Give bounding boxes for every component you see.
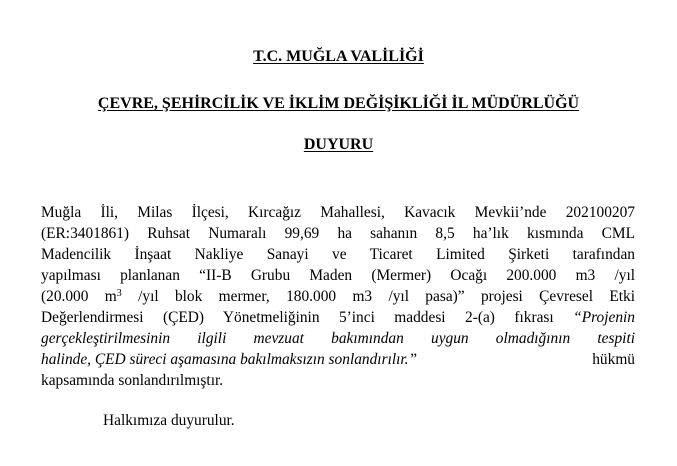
- announcement-title: DUYURU: [303, 136, 374, 153]
- directorate-heading: ÇEVRE, ŞEHİRCİLİK VE İKLİM DEĞİŞİKLİĞİ İL MÜDÜRLÜĞÜ: [97, 95, 580, 112]
- body-line-5: [41, 286, 635, 307]
- body-line-1: Muğla İli, Milas İlçesi, Kırcağız Mahallesi, Kavacık Mevkii’nde 202100207: [41, 204, 635, 221]
- body-line-6: [41, 307, 635, 328]
- governorate-heading: T.C. MUĞLA VALİLİĞİ: [253, 48, 424, 65]
- body-line-4: yapılması planlanan “II-B Grubu Maden (Mermer) Ocağı 200.000 m3 /yıl: [41, 267, 635, 284]
- announcement-body: [41, 202, 635, 391]
- body-line-6-quote: “Projenin: [573, 309, 635, 326]
- body-line-6-a: Değerlendirmesi (ÇED) Yönetmeliğinin 5’inci maddesi 2-(a) fıkrası: [41, 309, 574, 326]
- body-line-8-quote: halinde, ÇED süreci aşamasına bakılmaksızın sonlandırılır.”: [41, 351, 418, 368]
- body-line-3: Madencilik İnşaat Nakliye Sanayi ve Ticaret Limited Şirketi tarafından: [41, 246, 635, 263]
- body-line-5-sup: 3: [116, 288, 122, 299]
- body-line-9: kapsamında sonlandırılmıştır.: [41, 372, 224, 389]
- body-line-7: gerçekleştirilmesinin ilgili mevzuat bakımından uygun olmadığının tespiti: [41, 330, 635, 347]
- body-line-5-b: /yıl blok mermer, 180.000 m3 /yıl pasa)” projesi Çevresel Etki: [121, 288, 635, 305]
- body-line-2: (ER:3401861) Ruhsat Numaralı 99,69 ha sahanın 8,5 ha’lık kısmında CML: [41, 225, 635, 242]
- closing-text: Halkımıza duyurulur.: [103, 412, 235, 429]
- body-line-8: [41, 349, 635, 370]
- body-line-8-b: hükmü: [592, 351, 635, 368]
- body-line-5-a: (20.000 m: [41, 288, 117, 305]
